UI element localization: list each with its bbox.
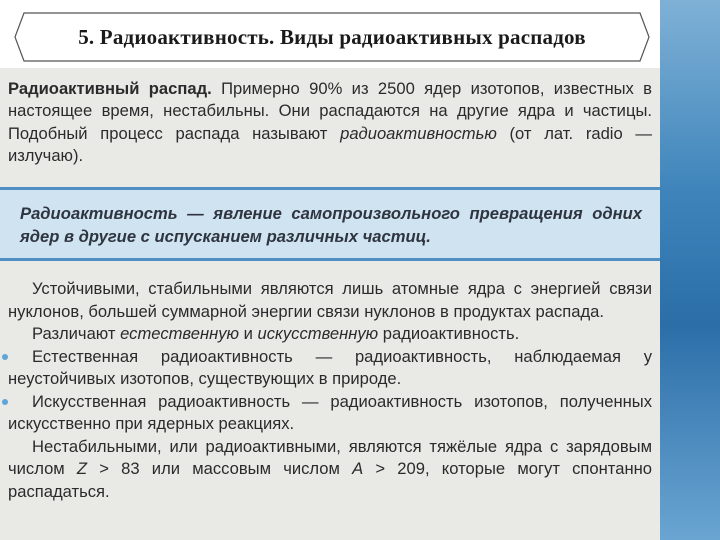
- intro-text-2: (от лат. radio — излучаю).: [8, 123, 653, 165]
- title-banner: [14, 12, 650, 62]
- paragraph-artificial: [8, 391, 652, 436]
- paragraph-natural: [8, 346, 652, 391]
- types-text-e: радиоактивность.: [378, 324, 520, 343]
- body-text: [8, 278, 652, 503]
- textbook-page: [0, 68, 660, 540]
- decorative-side-band: [660, 0, 720, 540]
- intro-text-1: Примерно 90% из 2500 ядер изотопов, известных в настоящее время, нестабильны. Они распадаются на другие ядра и частицы. Подобный процесс распада называют: [8, 79, 652, 143]
- types-text-c: и: [239, 324, 258, 343]
- paragraph-types: [8, 323, 652, 346]
- bullet-icon: [2, 399, 8, 405]
- paragraph-unstable: [8, 436, 652, 504]
- types-text-a: Различают: [32, 324, 121, 343]
- term-natural: естественную: [120, 324, 239, 343]
- unstable-text-a: Нестабильными, или радиоактивными, являются тяжёлые ядра с зарядовым числом: [8, 436, 652, 478]
- definition-box: [0, 187, 660, 261]
- definition-text: Радиоактивность — явление самопроизвольного превращения одних ядер в другие с испусканием различных частиц.: [20, 204, 642, 246]
- intro-term: радиоактивностью: [340, 123, 497, 143]
- symbol-z: Z: [76, 459, 88, 478]
- intro-paragraph: [8, 78, 652, 167]
- natural-text: Естественная радиоактивность — радиоактивность, наблюдаемая у неустойчивых изотопов, существующих в природе.: [8, 346, 652, 388]
- unstable-text-b: > 83 или массовым числом: [87, 459, 353, 478]
- term-artificial: искусственную: [257, 324, 379, 343]
- artificial-text: Искусственная радиоактивность — радиоактивность изотопов, полученных искусственно при ядерных реакциях.: [8, 391, 652, 433]
- intro-lead: Радиоактивный распад.: [8, 79, 212, 98]
- page-title: 5. Радиоактивность. Виды радиоактивных распадов: [78, 24, 586, 49]
- symbol-a: A: [352, 459, 364, 478]
- bullet-icon: [2, 354, 8, 360]
- paragraph-stability: Устойчивыми, стабильными являются лишь атомные ядра с энергией связи нуклонов, большей суммарной энергии связи нуклонов в продуктах распада.: [8, 279, 652, 321]
- unstable-text-c: > 209, которые могут спонтанно распадаться.: [8, 459, 652, 501]
